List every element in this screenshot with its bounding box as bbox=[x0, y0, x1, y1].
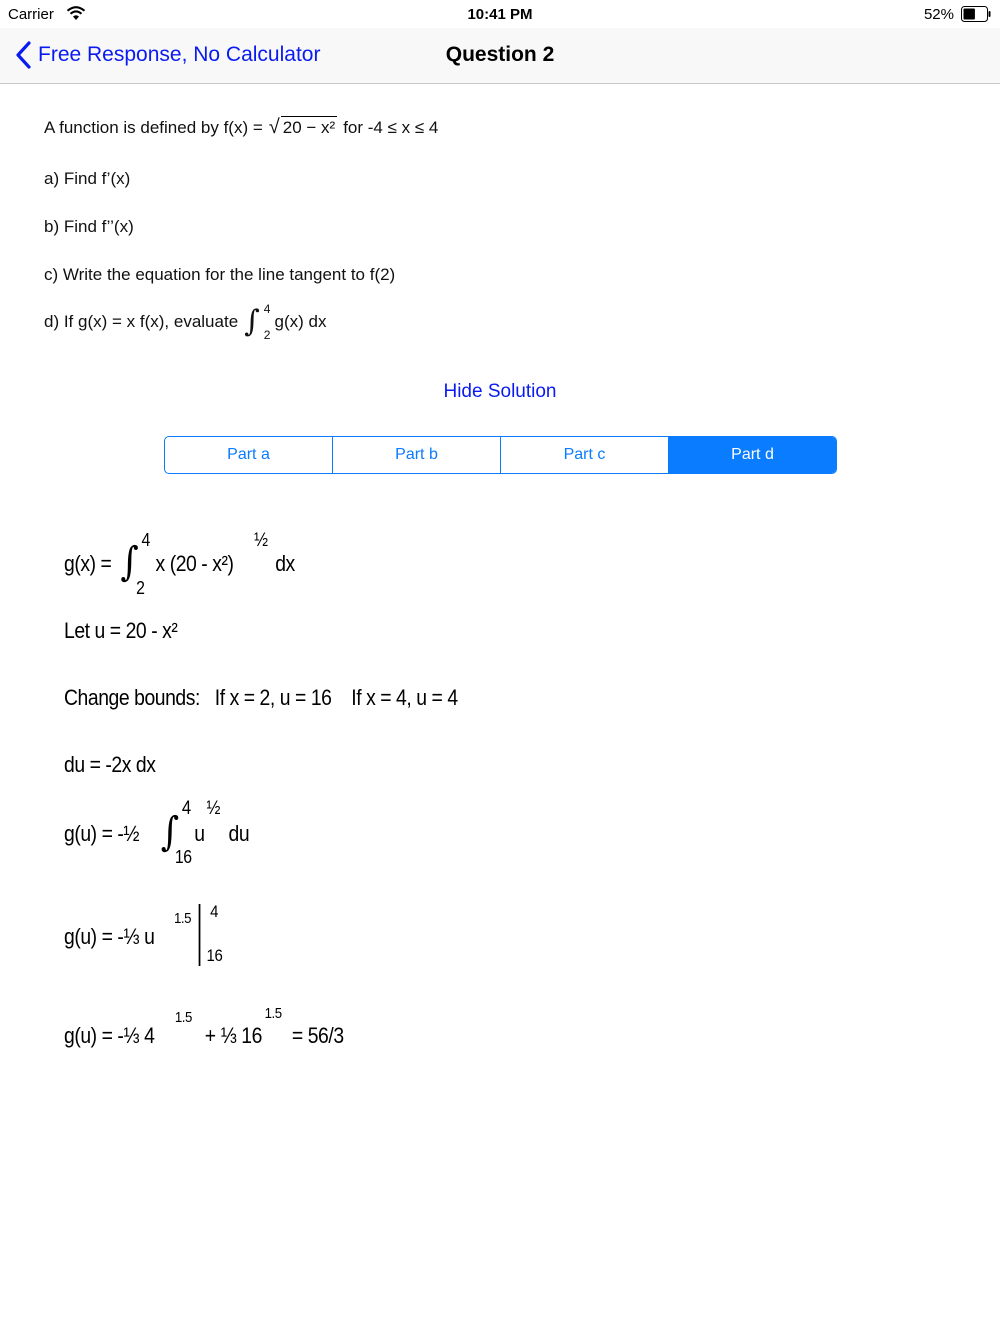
navigation-bar bbox=[0, 28, 1000, 84]
integral-sign: ∫ bbox=[244, 304, 260, 339]
solution-line-6: g(u) = -⅓ u 1.5 4 16 bbox=[64, 902, 223, 965]
back-button-label: Free Response, No Calculator bbox=[38, 43, 321, 66]
integral-sign: ∫ bbox=[160, 809, 179, 855]
segment-part-b[interactable]: Part b bbox=[333, 437, 501, 473]
status-bar bbox=[0, 0, 1000, 28]
integral-sign: ∫ bbox=[120, 539, 139, 585]
solution-line-7: g(u) = -⅓ 4 1.5 + ⅓ 16 1.5 = 56/3 bbox=[64, 1005, 344, 1048]
question-part-b: b) Find f’’(x) bbox=[44, 217, 134, 236]
question-part-a: a) Find f’(x) bbox=[44, 169, 131, 188]
carrier-label: Carrier bbox=[8, 6, 54, 23]
question-part-d: d) If g(x) = x f(x), evaluate ∫ 4 2 g(x) dx bbox=[44, 302, 327, 342]
solution-line-3: Change bounds: If x = 2, u = 16 If x = 4, u = 4 bbox=[64, 685, 458, 710]
question-intro: A function is defined by f(x) = √ 20 − x² for -4 ≤ x ≤ 4 bbox=[44, 116, 439, 138]
question-part-c: c) Write the equation for the line tangent to f(2) bbox=[44, 265, 396, 284]
part-segmented-control bbox=[164, 436, 837, 474]
radical-sign: √ bbox=[268, 116, 280, 138]
page-title: Question 2 bbox=[445, 43, 555, 66]
integral-limits: 4 2 bbox=[263, 302, 271, 342]
segment-part-d[interactable]: Part d bbox=[669, 437, 836, 473]
hide-solution-button[interactable]: Hide Solution bbox=[443, 381, 557, 402]
square-root-expression: √ 20 − x² bbox=[268, 116, 336, 138]
battery-percentage: 52% bbox=[923, 6, 954, 23]
segment-part-a[interactable]: Part a bbox=[165, 437, 333, 473]
clock: 10:41 PM bbox=[467, 6, 533, 23]
battery-icon bbox=[961, 6, 991, 22]
solution-line-2: Let u = 20 - x² bbox=[64, 618, 178, 643]
segment-part-c[interactable]: Part c bbox=[501, 437, 669, 473]
solution-line-1: g(x) = ∫ 4 2 x (20 - x²) ½ dx bbox=[64, 530, 295, 598]
solution-line-4: du = -2x dx bbox=[64, 752, 156, 777]
evaluation-bar bbox=[199, 904, 201, 966]
solution-line-5: g(u) = -½ ∫ 4 16 ½ u du bbox=[64, 798, 250, 867]
